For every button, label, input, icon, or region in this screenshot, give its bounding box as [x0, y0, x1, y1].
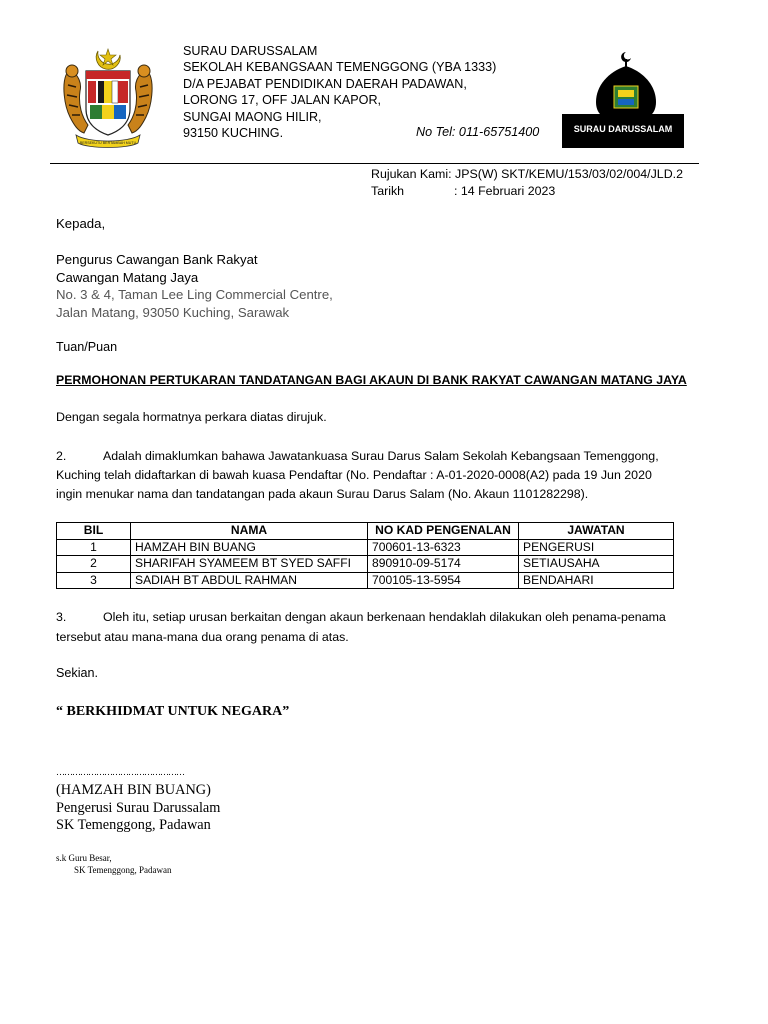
recipient-address: [56, 251, 333, 321]
reference-value: : JPS(W) SKT/KEMU/153/03/02/004/JLD.2: [448, 167, 683, 181]
signatory-table: [56, 522, 674, 589]
paragraph-text: tersebut atau mana-mana dua orang penama di atas.: [56, 630, 349, 644]
letter-subject: PERMOHONAN PERTUKARAN TANDATANGAN BAGI AKAUN DI BANK RAKYAT CAWANGAN MATANG JAYA: [56, 373, 687, 387]
paragraph-2: [56, 446, 706, 504]
table-cell: BENDAHARI: [519, 572, 674, 589]
cc-line: s.k Guru Besar,: [56, 853, 112, 863]
opening-line: Dengan segala hormatnya perkara diatas dirujuk.: [56, 410, 327, 424]
salutation-to: Kepada,: [56, 216, 106, 231]
coat-of-arms-emblem: [58, 45, 158, 151]
table-cell: SADIAH BT ABDUL RAHMAN: [131, 572, 368, 589]
table-header-row: [57, 523, 674, 540]
address-line: LORONG 17, OFF JALAN KAPOR,: [183, 93, 382, 108]
paragraph-text: Kuching telah didaftarkan di bawah kuasa Pendaftar (No. Pendaftar : A-01-2020-0008(A2) pada 19 Jun 2020: [56, 468, 652, 482]
signatory-title: Pengerusi Surau Darussalam: [56, 799, 221, 816]
paragraph-3: [56, 607, 706, 647]
table-row: [57, 539, 674, 556]
letterhead-divider: [50, 163, 699, 164]
surau-logo-label: SURAU DARUSSALAM: [573, 124, 673, 134]
recipient-line: Pengurus Cawangan Bank Rakyat: [56, 252, 258, 267]
column-header: NO KAD PENGENALAN: [368, 523, 519, 540]
paragraph-number: 2.: [56, 449, 67, 463]
table-cell: HAMZAH BIN BUANG: [131, 539, 368, 556]
table-cell: PENGERUSI: [519, 539, 674, 556]
date-label: Tarikh: [371, 184, 405, 198]
greeting: Tuan/Puan: [56, 340, 118, 354]
table-row: [57, 556, 674, 573]
emblem-motto: BERSEKUTU BERTAMBAH MUTU: [79, 141, 137, 145]
table-cell: 2: [57, 556, 131, 573]
cc-line: SK Temenggong, Padawan: [74, 865, 172, 875]
table-cell: 890910-09-5174: [368, 556, 519, 573]
recipient-line: No. 3 & 4, Taman Lee Ling Commercial Centre,: [56, 287, 333, 302]
table-row: [57, 572, 674, 589]
column-header: BIL: [57, 523, 131, 540]
table-cell: 700105-13-5954: [368, 572, 519, 589]
reference-block: [371, 166, 683, 200]
column-header: JAWATAN: [519, 523, 674, 540]
recipient-line: Cawangan Matang Jaya: [56, 269, 199, 285]
table-cell: 3: [57, 572, 131, 589]
signature-block: [56, 766, 220, 835]
motto: “ BERKHIDMAT UNTUK NEGARA”: [56, 704, 290, 719]
carbon-copy: [56, 852, 171, 876]
school-name-line: SEKOLAH KEBANGSAAN TEMENGGONG (YBA 1333): [183, 60, 497, 75]
recipient-line: Jalan Matang, 93050 Kuching, Sarawak: [56, 304, 290, 320]
paragraph-number: 3.: [56, 610, 67, 624]
signatory-organisation: SK Temenggong, Padawan: [56, 817, 211, 833]
telephone-number: No Tel: 011-65751400: [416, 125, 540, 139]
table-cell: 1: [57, 539, 131, 556]
address-line: D/A PEJABAT PENDIDIKAN DAERAH PADAWAN,: [183, 76, 467, 91]
table-cell: SHARIFAH SYAMEEM BT SYED SAFFI: [131, 556, 368, 573]
reference-label: Rujukan Kami: [371, 167, 449, 181]
address-line: SUNGAI MAONG HILIR,: [183, 109, 322, 124]
paragraph-text: ingin menukar nama dan tandatangan pada akaun Surau Darus Salam (No. Akaun 1101282298).: [56, 487, 589, 501]
signature-dots: …………………………………………: [56, 767, 184, 777]
date-value: : 14 Februari 2023: [454, 184, 556, 198]
signatory-name: (HAMZAH BIN BUANG): [56, 782, 211, 798]
paragraph-text: Adalah dimaklumkan bahawa Jawatankuasa Surau Darus Salam Sekolah Kebangsaan Temenggong,: [103, 449, 659, 463]
paragraph-text: Oleh itu, setiap urusan berkaitan dengan akaun berkenaan hendaklah dilakukan oleh penama-penama: [103, 610, 666, 624]
table-cell: SETIAUSAHA: [519, 556, 674, 573]
column-header: NAMA: [131, 523, 368, 540]
school-name-line: SURAU DARUSSALAM: [183, 44, 318, 58]
closing: Sekian.: [56, 666, 99, 680]
table-cell: 700601-13-6323: [368, 539, 519, 556]
address-line: 93150 KUCHING.: [183, 126, 284, 141]
surau-logo: [562, 50, 684, 148]
